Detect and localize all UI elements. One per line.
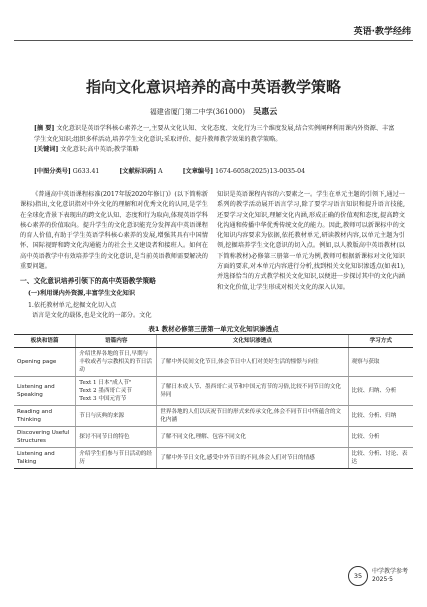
sub-heading: 1.依托教材单元,挖掘文化切入点: [28, 301, 117, 309]
abstract: [34, 124, 396, 156]
table-row: [14, 448, 413, 469]
abstract-label: [摘 要]: [34, 125, 55, 132]
table-cell: Reading and Thinking: [14, 406, 76, 427]
table-cell: Text 1 日本"成人节" Text 2 墨西哥亡灵节 Text 3 中国元宵节: [76, 377, 157, 406]
page-footer: [348, 566, 408, 586]
affiliation: 福建省厦门第二中学(361000): [149, 108, 245, 116]
table-cell: Listening and Talking: [14, 448, 76, 469]
table-cell: 比较、分析、讨论、表达: [348, 448, 413, 469]
article-title: 指向文化意识培养的高中英语教学策略: [85, 78, 341, 96]
table-cell: 了解中外民间文化节日,体会节日中人们对美好生活的憧憬与向往: [157, 348, 348, 377]
table-cell: 了解日本成人节、墨西哥亡灵节和中国元宵节的习俗,比较不同节日的文化异同: [157, 377, 348, 406]
table-cell: 观察与获取: [348, 348, 413, 377]
clc-value: G633.41: [72, 168, 100, 175]
abstract-text: 文化意识是英语学科核心素养之一,主要从文化认知、文化态度、文化行为三个维度发展,结合实例阐释利用课内外资源、丰富学生文化知识;组织多样活动,培养学生文化意识;采取评价、提升教师教学效果的教学策略。: [34, 125, 395, 143]
table-cell: 比较、归纳、分析: [348, 377, 413, 406]
section-tag: 英语·教学经纬: [353, 27, 411, 37]
paragraph: 《普通高中英语课程标准(2017年版2020年修订)》(以下简称新课标)指出,文化意识指对中外文化的理解和对优秀文化的认同,是学生在全球化背景下表现出的跨文化认知、态度和行为取向,体现英语学科核心素养的价值取向。提升学生的文化意识能充分发挥高中英语课程的育人价值,有助于学生英语学科核心素养的发展,增强其具有中国情怀、国际视野和跨文化沟通能力的社会主义建设者和接班人。如何在高中英语教学中有效培养学生的文化意识,是当前英语教师需要解决的重要问题。: [20, 191, 208, 271]
paragraph: 语言是文化的载体,也是文化的一部分。文化: [32, 312, 152, 320]
table-row: [14, 427, 413, 448]
body-column-left: [20, 190, 208, 322]
table-row: [14, 348, 413, 377]
author: 吴惠云: [253, 106, 278, 116]
subsection-heading: (一)利用课内外资源,丰富学生文化知识: [28, 289, 136, 297]
journal-info: [372, 568, 408, 584]
table-cell: Listening and Speaking: [14, 377, 76, 406]
code-label: [文献标识码]: [119, 168, 157, 175]
table-cell: 了解不同文化,理解、包容不同文化: [157, 427, 348, 448]
journal-name: 中学教学参考: [372, 568, 409, 575]
body-column-right: [217, 190, 405, 293]
id-value: 1674-6058(2025)13-0035-04: [215, 168, 306, 175]
table-cell: 介绍世界各地的节日,早期与丰收或者与宗教相关的节日活动: [76, 348, 157, 377]
id-label: [文章编号]: [182, 168, 214, 175]
table-cell: 节日与庆典的来源: [76, 406, 157, 427]
article-meta: [34, 166, 396, 175]
code-value: A: [158, 168, 163, 175]
table-header-cell: 语篇内容: [76, 335, 157, 348]
table-row: [14, 406, 413, 427]
table-cell: Opening page: [14, 348, 76, 377]
journal-issue: 2025·5: [372, 576, 393, 583]
table-cell: 比较、分析、归纳: [348, 406, 413, 427]
table-header-cell: 学习方式: [348, 335, 413, 348]
section-heading: 一、文化意识培养引领下的高中英语教学策略: [20, 277, 156, 286]
table-caption: 表1 教材必修第三册第一单元文化知识渗透点: [148, 325, 279, 333]
culture-table: [14, 334, 413, 469]
table-cell: Discovering Useful Structures: [14, 427, 76, 448]
table-header-row: [14, 335, 413, 348]
table-cell: 了解中外节日文化,感受中外节日的不同,体会人们对节日的情感: [157, 448, 348, 469]
table-cell: 介绍学生们参与节日活动的经历: [76, 448, 157, 469]
table-header-cell: 文化知识渗透点: [157, 335, 348, 348]
clc-label: [中图分类号]: [34, 168, 71, 175]
page-number: 35: [348, 566, 368, 586]
table-cell: 世界各地的人们以庆祝节日的形式来传承文化,体会不同节日中所蕴含的文化内涵: [157, 406, 348, 427]
table-cell: 比较、分析: [348, 427, 413, 448]
paragraph: 知识是英语课程内容的六要素之一。学生在单元主题的引领下,通过一系列的教学活动展开语言学习,除了要学习语言知识和提升语言技能,还要学习文化知识,理解文化内涵,形成正确的价值观和态度,提高跨文化沟通和传播中华优秀传统文化的能力。因此,教师可以新课标中的文化知识内容要求为依据,依托教材单元,研读教材内容,以单元主题为引领,挖掘培养学生文化意识的切入点。例如,以人教版高中英语教材(以下简称教材)必修第三册第一单元为例,教师可根据新课标对文化知识方面的要求,对本单元内容进行分析,找到相关文化知识渗透点(如表1),并选择恰当的方式教学相关文化知识,以便进一步探讨其中的文化内涵和文化价值,让学生形成对相关文化的深入认知。: [217, 191, 405, 291]
table-cell: 探讨不同节日的特色: [76, 427, 157, 448]
table-header-cell: 板块和语篇: [14, 335, 76, 348]
byline: [0, 106, 427, 117]
keywords: 文化意识;高中英语;教学策略: [60, 146, 139, 153]
table-row: [14, 377, 413, 406]
keywords-label: [关键词]: [34, 146, 59, 153]
header-rule: [14, 40, 413, 41]
